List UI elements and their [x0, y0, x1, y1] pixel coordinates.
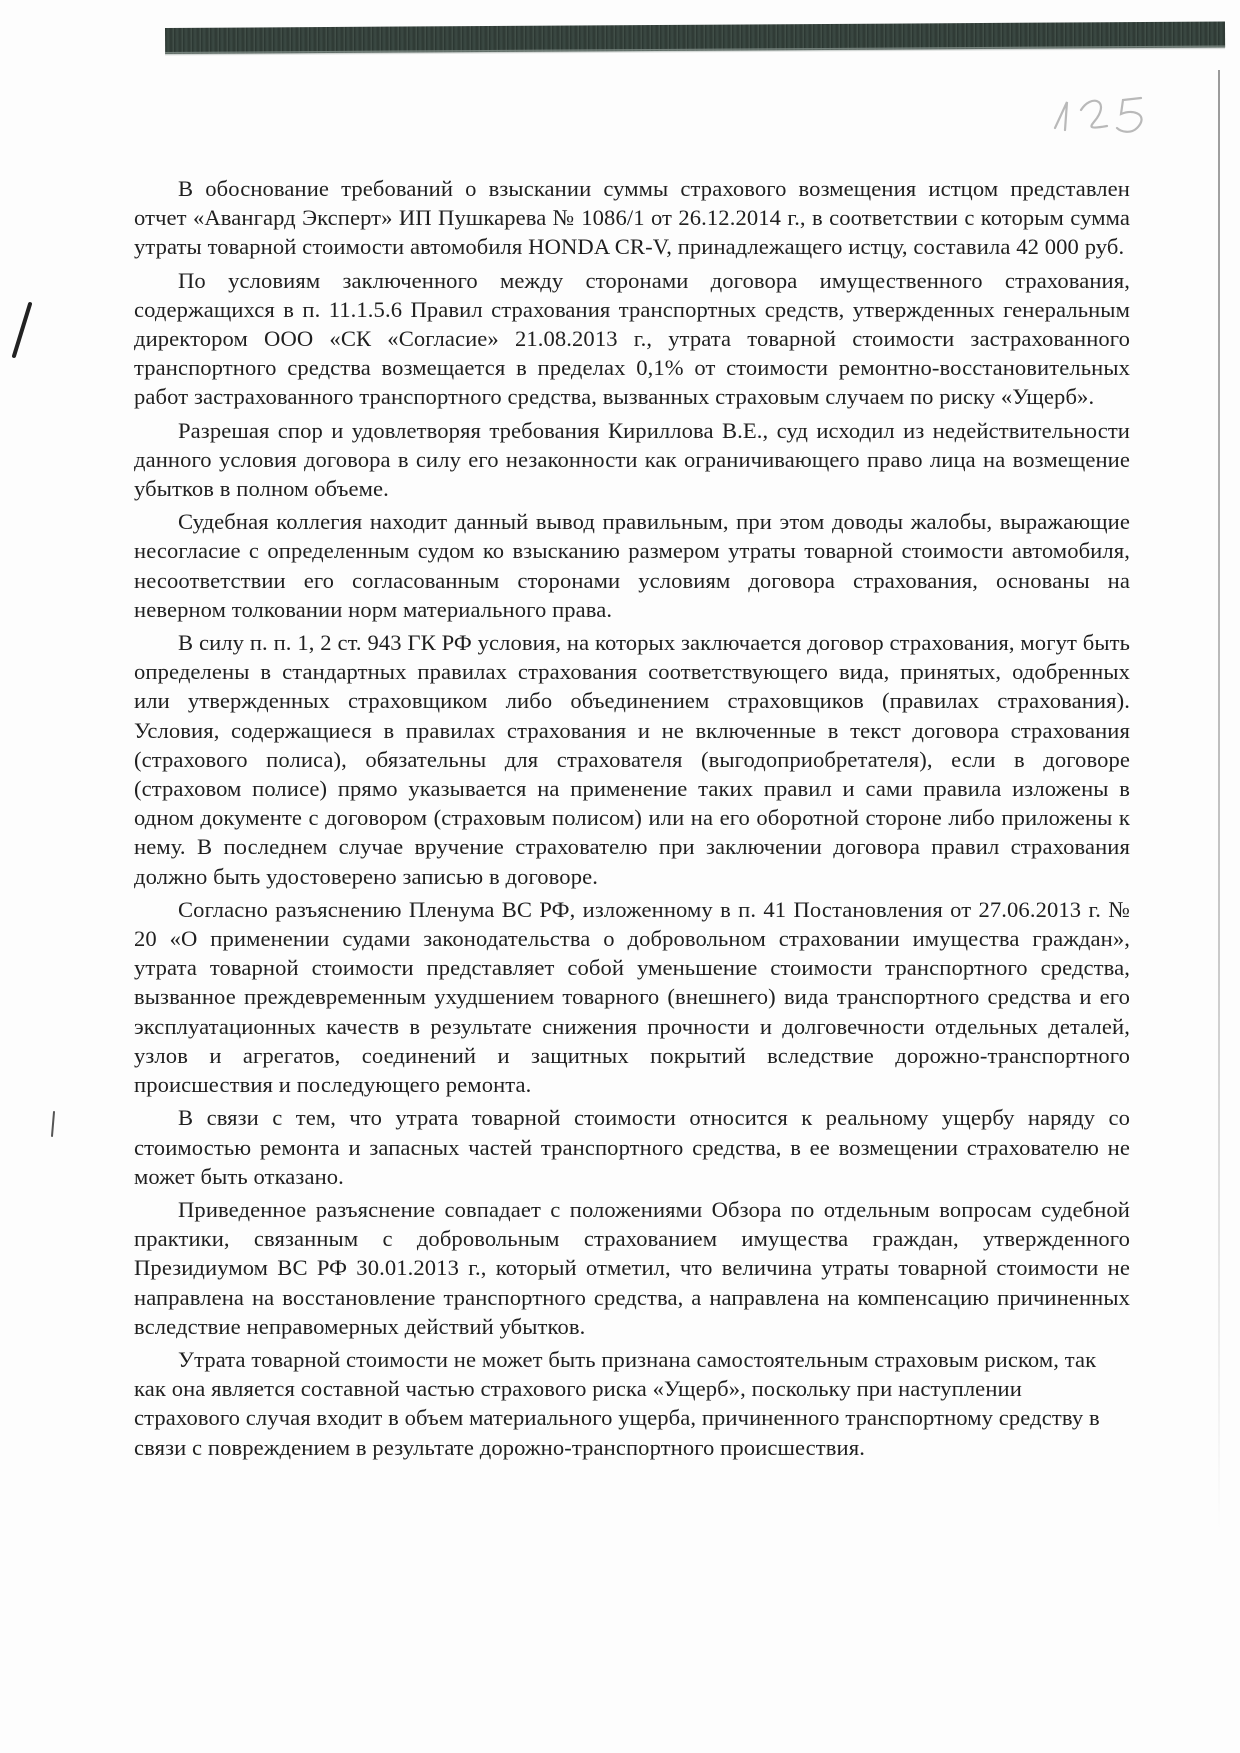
page-edge-line [1218, 70, 1220, 1530]
paragraph-8: Приведенное разъяснение совпадает с положениями Обзора по отдельным вопросам судебной практики, связанным с добровольным страхованием имущества граждан, утвержденного Президиумом ВС РФ 30.01.2013 г., который отметил, что величина утраты товарной стоимости не направлена на восстановление транспортного средства, а направлена на компенсацию причиненных вследствие неправомерных действий убытков. [134, 1196, 1130, 1339]
paragraph-1: В обоснование требований о взыскании суммы страхового возмещения истцом представлен отчет «Авангард Эксперт» ИП Пушкарева № 1086/1 от 26.12.2014 г., в соответствии с которым сумма утраты товарной стоимости автомобиля HONDA CR-V, принадлежащего истцу, составила 42 000 руб. [134, 176, 1130, 260]
paragraph-2: По условиям заключенного между сторонами договора имущественного страхования, содержащихся в п. 11.1.5.6 Правил страхования транспортных средств, утвержденных генеральным директором ООО «СК «Согласие» 21.08.2013 г., утрата товарной стоимости застрахованного транспортного средства возмещается в пределах 0,1% от стоимости ремонтно-восстановительных работ застрахованного транспортного средства, вызванных страховым случаем по риску «Ущерб». [134, 267, 1130, 410]
paragraph-4: Судебная коллегия находит данный вывод правильным, при этом доводы жалобы, выражающие несогласие с определенным судом ко взысканию размером утраты товарной стоимости автомобиля, несоответствии его согласованным сторонами условиям договора страхования, основаны на неверном толковании норм материального права. [134, 509, 1130, 622]
margin-pen-tick [48, 1110, 58, 1140]
paragraph-7: В связи с тем, что утрата товарной стоимости относится к реальному ущербу наряду со стоимостью ремонта и запасных частей транспортного средства, в ее возмещении страхователю не может быть отказано. [134, 1105, 1130, 1189]
paragraph-6: Согласно разъяснению Пленума ВС РФ, изложенному в п. 41 Постановления от 27.06.2013 г. № 20 «О применении судами законодательства о добровольном страховании имущества граждан», утрата товарной стоимости представляет собой уменьшение стоимости транспортного средства, вызванное преждевременным ухудшением товарного (внешнего) вида транспортного средства и его эксплуатационных качеств в результате снижения прочности и долговечности отдельных деталей, узлов и агрегатов, соединений и защитных покрытий вследствие дорожно-транспортного происшествия и последующего ремонта. [134, 896, 1130, 1098]
paragraph-3: Разрешая спор и удовлетворяя требования Кириллова В.Е., суд исходил из недействительности данного условия договора в силу его незаконности как ограничивающего право лица на возмещение убытков в полном объеме. [134, 417, 1130, 502]
margin-pen-mark [6, 300, 36, 360]
paragraph-5: В силу п. п. 1, 2 ст. 943 ГК РФ условия, на которых заключается договор страхования, могут быть определены в стандартных правилах страхования соответствующего вида, принятых, одобренных или утвержденных страховщиком либо объединением страховщиков (правилах страхования). Условия, содержащиеся в правилах страхования и не включенные в текст договора страхования (страхового полиса), обязательны для страхователя (выгодоприобретателя), если в договоре (страховом полисе) прямо указывается на применение таких правил и сами правила изложены в одном документе с договором (страховым полисом) или на его оборотной стороне либо приложены к нему. В последнем случае вручение страхователю при заключении договора правил страхования должно быть удостоверено записью в договоре. [134, 630, 1130, 889]
document-body [134, 174, 1130, 1466]
paragraph-9: Утрата товарной стоимости не может быть признана самостоятельным страховым риском, так как она является составной частью страхового риска «Ущерб», поскольку при наступлении страхового случая входит в объем материального ущерба, причиненного транспортному средству в связи с повреждением в результате дорожно-транспортного происшествия. [134, 1346, 1100, 1460]
handwritten-sheet-number [1045, 84, 1185, 140]
